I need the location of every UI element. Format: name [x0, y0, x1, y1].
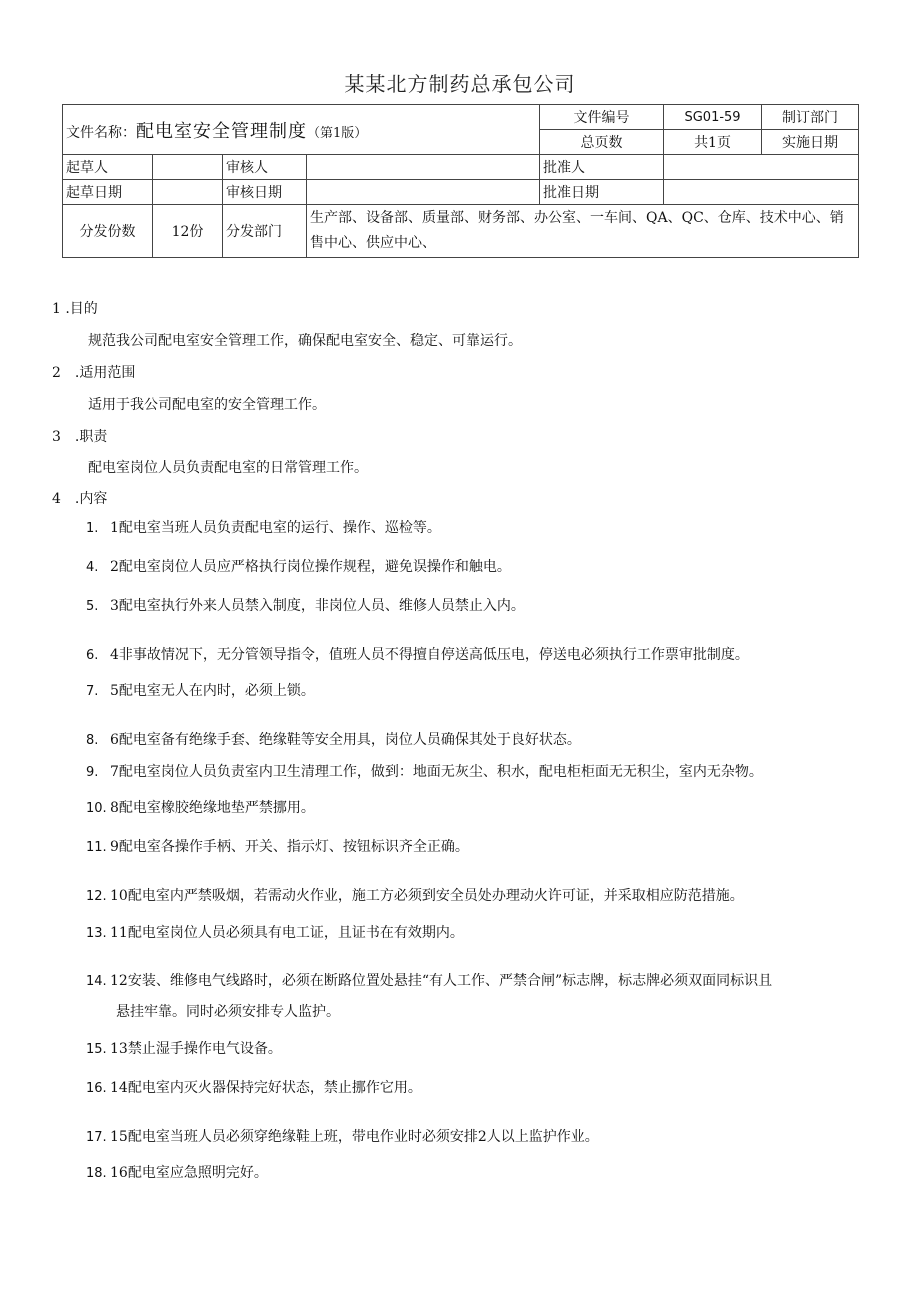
doc-name-label: 文件名称：: [66, 124, 136, 141]
section-3-text: 配电室岗位人员负责配电室的日常管理工作。: [88, 460, 368, 476]
content-item: [86, 640, 866, 671]
content-item: [86, 793, 866, 824]
draft-date-label: 起草日期: [63, 180, 153, 205]
section-2-text: 适用于我公司配电室的安全管理工作。: [88, 397, 326, 413]
drafter-value: [153, 155, 223, 180]
item-number: 17.: [86, 1130, 107, 1145]
content-item: [86, 1122, 866, 1153]
doc-no-label: 文件编号: [540, 105, 664, 130]
item-number: 8.: [86, 733, 99, 748]
content-item: [86, 1073, 866, 1104]
content-item: [86, 591, 866, 622]
item-text: 11配电室岗位人员必须具有电工证，且证书在有效期内。: [110, 925, 464, 941]
item-text: 10配电室内严禁吸烟，若需动火作业，施工方必须到安全员处办理动火许可证，并采取相应防范措施。: [110, 888, 744, 904]
content-item: [86, 881, 866, 912]
item-text: 13禁止湿手操作电气设备。: [110, 1041, 282, 1057]
copies-value: 12份: [153, 205, 223, 258]
reviewer-value: [307, 155, 540, 180]
content-item: [86, 918, 866, 949]
content-item: [86, 966, 866, 1027]
doc-no-value: SG01-59: [664, 105, 762, 130]
content-item: [86, 832, 866, 863]
item-number: 10.: [86, 801, 107, 816]
approver-value: [664, 155, 859, 180]
item-number: 9.: [86, 765, 99, 780]
drafter-label: 起草人: [63, 155, 153, 180]
dist-value: 生产部、设备部、质量部、财务部、办公室、一车间、QA、QC、仓库、技术中心、销售中心、供应中心、: [307, 205, 859, 258]
pages-label: 总页数: [540, 130, 664, 155]
review-date-label: 审核日期: [223, 180, 307, 205]
item-number: 18.: [86, 1166, 107, 1181]
review-date-value: [307, 180, 540, 205]
impl-date-label: 实施日期: [762, 130, 859, 155]
item-text: 3配电室执行外来人员禁入制度，非岗位人员、维修人员禁止入内。: [110, 598, 525, 614]
copies-label: 分发份数: [63, 205, 153, 258]
content-item: [86, 757, 866, 788]
item-number: 1.: [86, 521, 99, 536]
section-1-title: 1 .目的: [52, 301, 98, 317]
approver-label: 批准人: [540, 155, 664, 180]
item-number: 4.: [86, 560, 99, 575]
dept-label: 制订部门: [762, 105, 859, 130]
item-text: 9配电室各操作手柄、开关、指示灯、按钮标识齐全正确。: [110, 839, 469, 855]
section-2-title: 2 .适用范围: [52, 365, 136, 381]
draft-date-value: [153, 180, 223, 205]
dist-label: 分发部门: [223, 205, 307, 258]
approve-date-value: [664, 180, 859, 205]
item-text: 2配电室岗位人员应严格执行岗位操作规程，避免误操作和触电。: [110, 559, 511, 575]
item-text: 1配电室当班人员负责配电室的运行、操作、巡检等。: [110, 520, 441, 536]
item-number: 5.: [86, 599, 99, 614]
document-header-table: [62, 104, 859, 258]
item-number: 13.: [86, 926, 107, 941]
section-3-title: 3 .职责: [52, 429, 108, 445]
company-title: 某某北方制药总承包公司: [344, 72, 576, 96]
item-text-continued: 悬挂牢靠。同时必须安排专人监护。: [116, 1004, 340, 1020]
approve-date-label: 批准日期: [540, 180, 664, 205]
item-text: 16配电室应急照明完好。: [110, 1165, 268, 1181]
item-number: 14.: [86, 974, 107, 989]
doc-name-cell: [63, 105, 540, 155]
section-1-text: 规范我公司配电室安全管理工作，确保配电室安全、稳定、可靠运行。: [88, 333, 522, 349]
doc-name-value: 配电室安全管理制度: [136, 120, 307, 142]
item-text: 8配电室橡胶绝缘地垫严禁挪用。: [110, 800, 315, 816]
content-item: [86, 676, 866, 707]
content-item: [86, 513, 866, 544]
item-text: 4非事故情况下，无分管领导指令，值班人员不得擅自停送高低压电，停送电必须执行工作票审批制度。: [110, 647, 749, 663]
doc-version: （第1版）: [307, 125, 368, 141]
item-text: 15配电室当班人员必须穿绝缘鞋上班，带电作业时必须安排2人以上监护作业。: [110, 1129, 599, 1145]
item-text: 5配电室无人在内时，必须上锁。: [110, 683, 315, 699]
item-text: 7配电室岗位人员负责室内卫生清理工作，做到：地面无灰尘、积水，配电柜柜面无无积尘，室内无杂物。: [110, 764, 763, 780]
item-number: 15.: [86, 1042, 107, 1057]
item-number: 12.: [86, 889, 107, 904]
pages-value: 共1页: [664, 130, 762, 155]
item-text: 6配电室备有绝缘手套、绝缘鞋等安全用具，岗位人员确保其处于良好状态。: [110, 732, 581, 748]
item-number: 16.: [86, 1081, 107, 1096]
item-number: 6.: [86, 648, 99, 663]
content-item: [86, 725, 866, 756]
section-4-title: 4 .内容: [52, 491, 108, 507]
item-text: 12安装、维修电气线路时，必须在断路位置处悬挂“有人工作、严禁合闸”标志牌，标志牌必须双面同标识且: [110, 973, 773, 989]
item-text: 14配电室内灭火器保持完好状态，禁止挪作它用。: [110, 1080, 422, 1096]
content-item: [86, 1158, 866, 1189]
item-number: 11.: [86, 840, 107, 855]
content-item: [86, 552, 866, 583]
reviewer-label: 审核人: [223, 155, 307, 180]
content-item: [86, 1034, 866, 1065]
item-number: 7.: [86, 684, 99, 699]
